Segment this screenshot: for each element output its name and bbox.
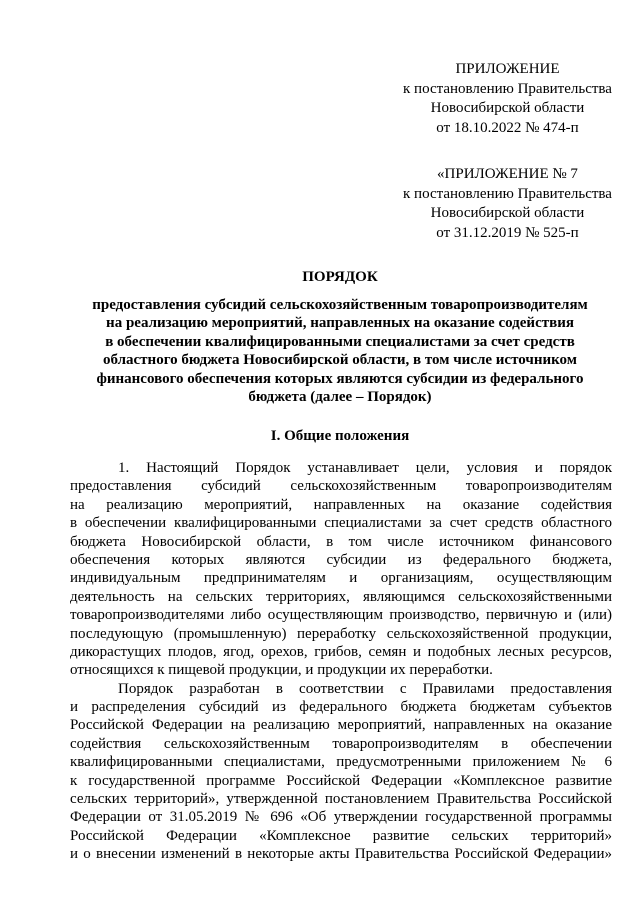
paragraph-line: сельских территорий», утвержденной постановлением Правительства Российской [70,791,612,808]
paragraph-line: деятельность на сельских территориях, являющимся сельскохозяйственными [70,588,612,605]
appendix-current-block [385,60,630,138]
appendix-original-block [385,165,630,243]
document-body [70,459,612,864]
appendix-date-number: от 31.12.2019 № 525-п [436,224,579,241]
paragraph-line: относящихся к пищевой продукции, и продукции их переработки. [70,662,493,679]
appendix-reference: к постановлению Правительства [403,185,612,202]
paragraph-line: и распределения субсидий из федерального бюджета бюджетам субъектов [70,699,612,716]
appendix-region: Новосибирской области [430,100,585,116]
title-subtitle-line: предоставления субсидий сельскохозяйственным товаропроизводителям [92,296,588,313]
title-subtitle-line: областного бюджета Новосибирской области, в том числе источником [102,352,577,368]
paragraph-line: Российской Федерации «Комплексное развитие сельских территорий» [70,827,612,844]
paragraph-line: 1. Настоящий Порядок устанавливает цели, условия и порядок [118,460,612,476]
paragraph-line: предоставления субсидий сельскохозяйственным товаропроизводителям [70,478,612,495]
appendix-reference: к постановлению Правительства [403,80,612,97]
paragraph-line: индивидуальным предпринимателям и организациям, осуществляющим [70,570,612,587]
title-subtitle-line: бюджета (далее – Порядок) [248,389,432,405]
title-subtitle-line: на реализацию мероприятий, направленных на оказание содействия [106,315,574,331]
title-subtitle-line: в обеспечении квалифицированными специалистами за счет средств [105,333,575,350]
paragraph-line: Федерации от 31.05.2019 № 696 «Об утверждении государственной программы [70,809,612,826]
paragraph-line: и о внесении изменений в некоторые акты Правительства Российской Федерации» [70,846,612,863]
paragraph-line: товаропроизводителями либо осуществляющим производство, первичную и (или) [70,607,612,624]
appendix-title: «ПРИЛОЖЕНИЕ № 7 [437,166,578,182]
paragraph-line: Порядок разработан в соответствии с Правилами предоставления [118,680,612,697]
title-heading: ПОРЯДОК [302,269,378,285]
appendix-date-number: от 18.10.2022 № 474-п [436,119,579,136]
title-subtitle-line: финансового обеспечения которых являются субсидии из федерального [96,370,584,387]
paragraph-line: содействия сельскохозяйственным товаропроизводителям в обеспечении [70,735,612,752]
paragraph-line: обеспечения которых являются субсидии из федерального бюджета, [70,551,612,568]
appendix-title: ПРИЛОЖЕНИЕ [455,61,560,77]
paragraph-line: квалифицированными специалистами, предусмотренными приложением № 6 [70,754,612,771]
appendix-region: Новосибирской области [430,205,585,221]
paragraph-line: Российской Федерации на реализацию мероприятий, направленных на оказание [70,717,612,734]
document-title [40,268,640,407]
paragraph-line: бюджета Новосибирской области, в том числе источником финансового [70,533,612,550]
paragraph-line: в обеспечении квалифицированными специалистами за счет средств областного [70,515,612,532]
section-heading: I. Общие положения [270,428,410,444]
paragraph-line: на реализацию мероприятий, направленных на оказание содействия [70,496,612,513]
paragraph-line: к государственной программе Российской Федерации «Комплексное развитие [70,772,612,789]
paragraph-line: последующую (промышленную) переработку сельскохозяйственной продукции, [70,625,612,642]
paragraph-line: дикорастущих плодов, ягод, орехов, грибов, семян и подобных лесных ресурсов, [70,643,612,660]
